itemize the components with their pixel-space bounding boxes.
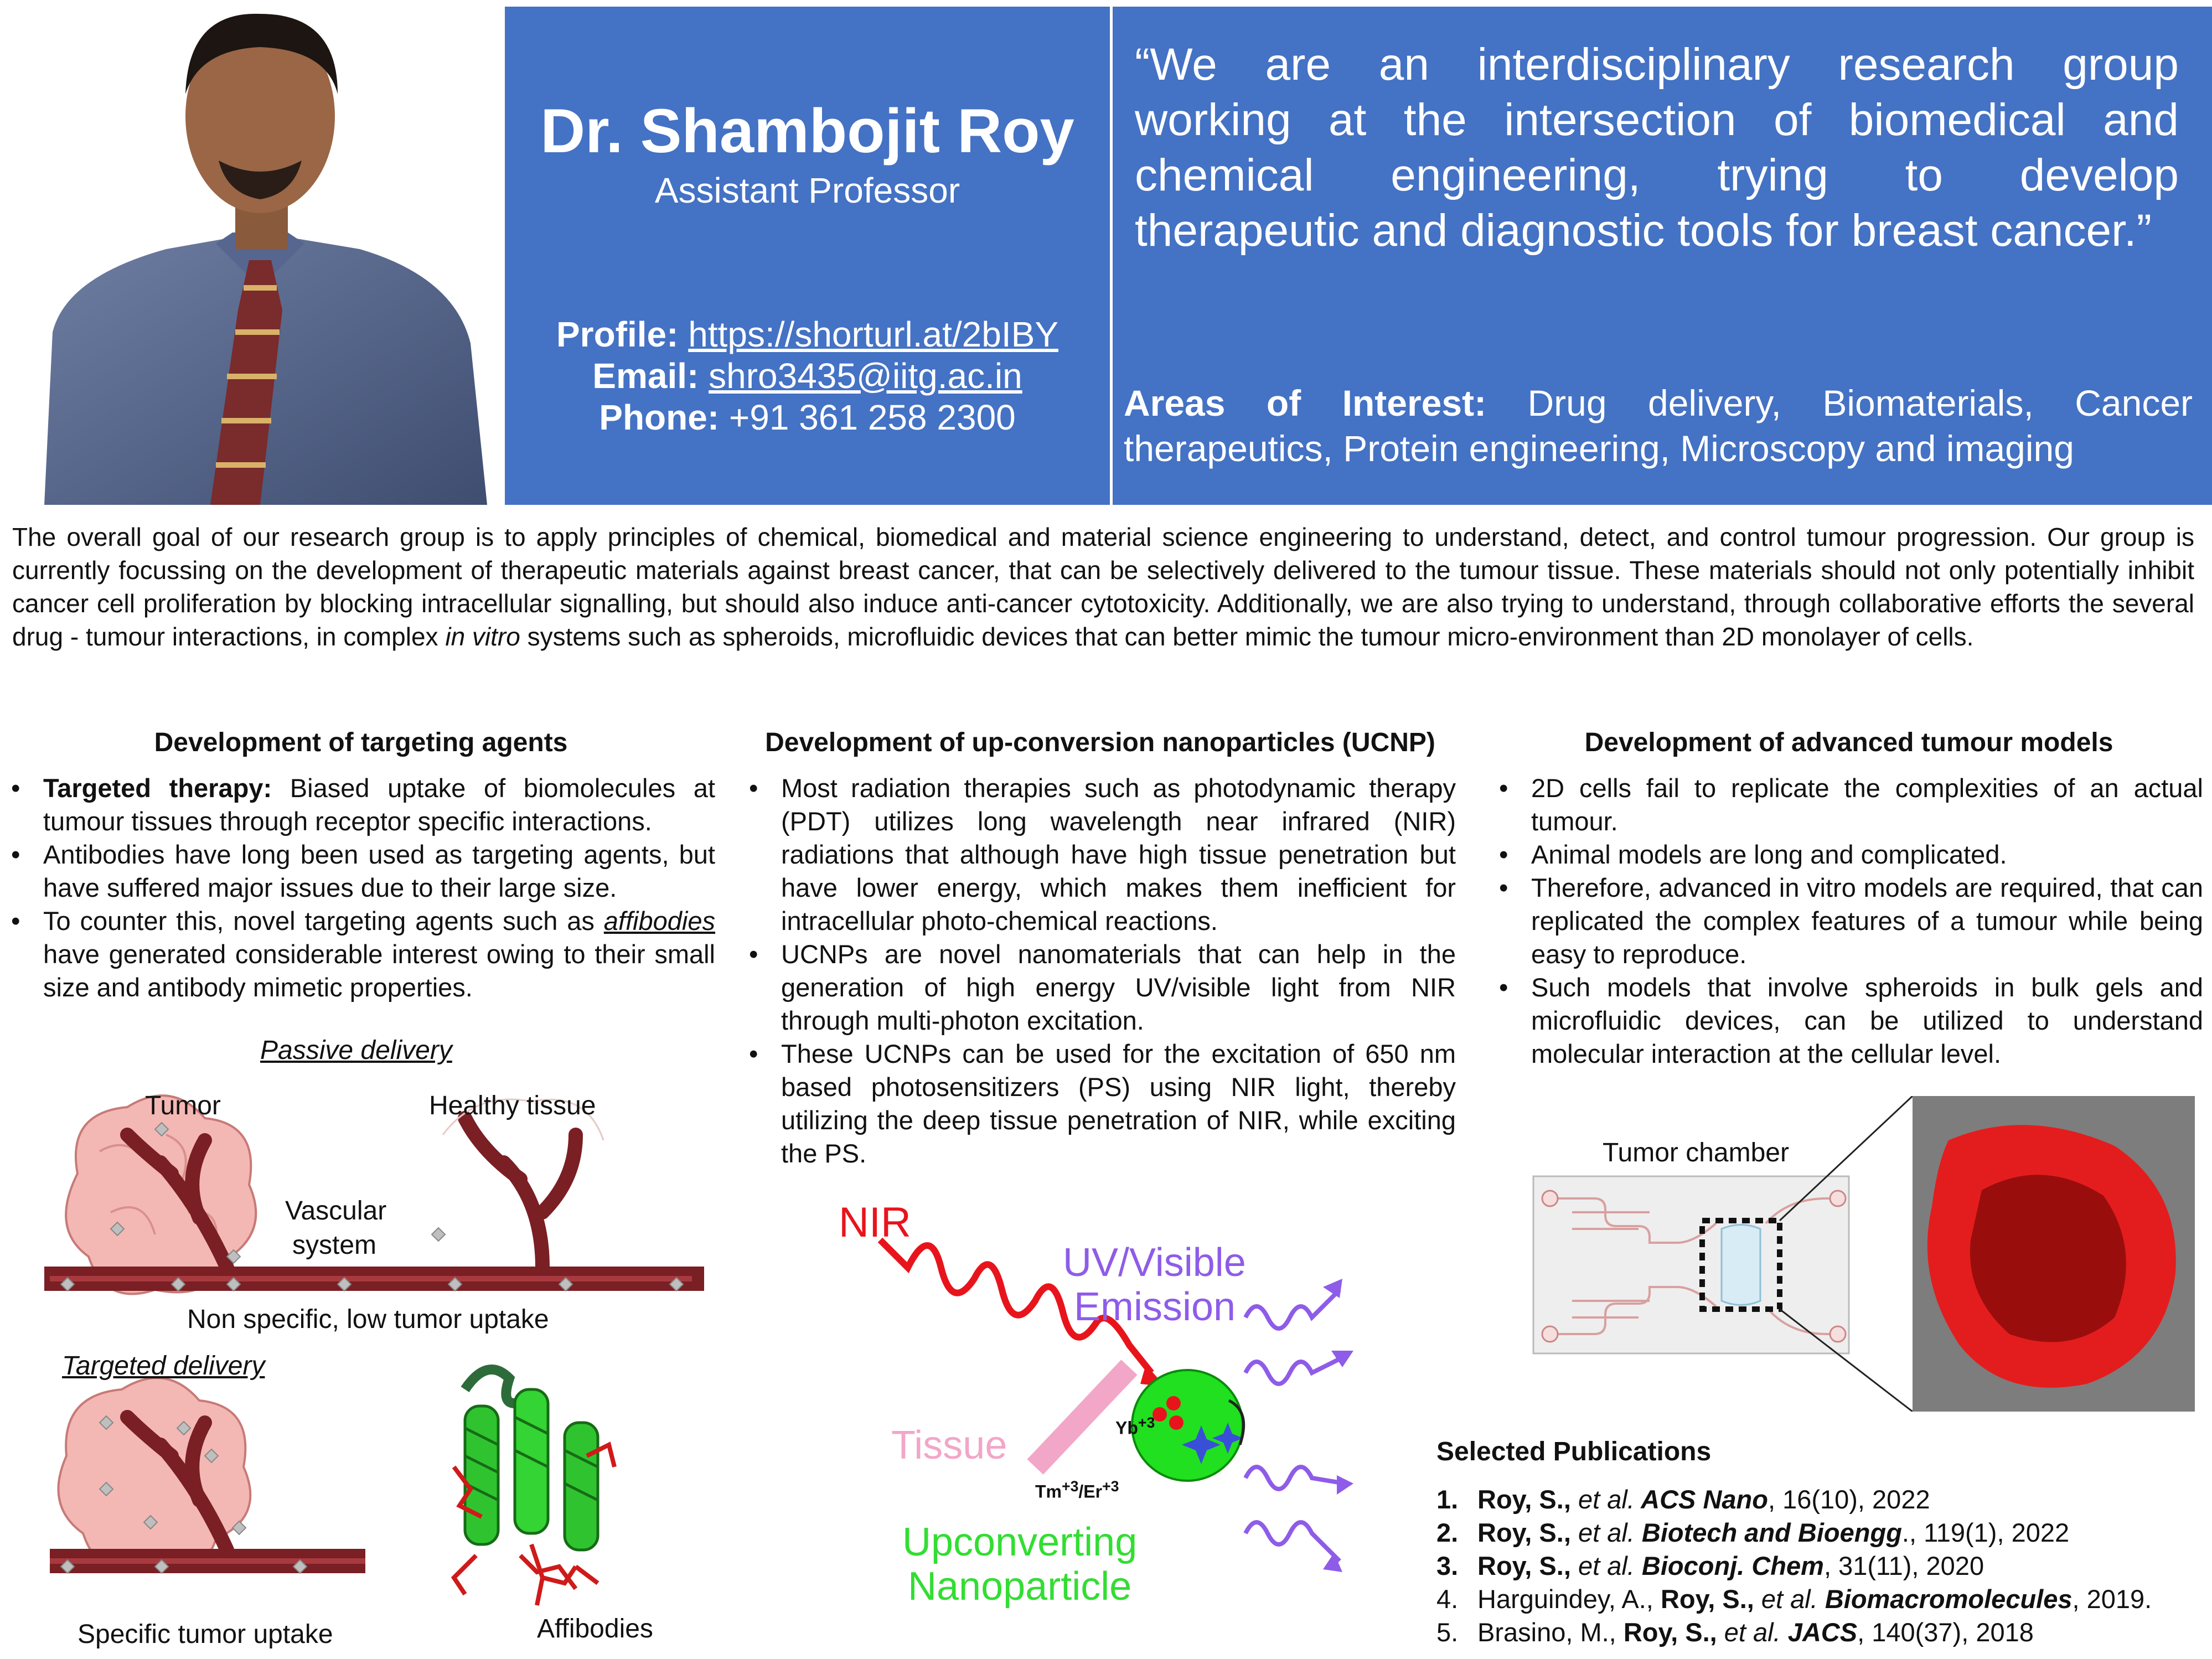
section-heading: Development of targeting agents [154, 728, 568, 757]
mission-quote [1135, 37, 2179, 259]
publications-heading: Selected Publications [1436, 1437, 1712, 1466]
pub-etal: et al. [1570, 1485, 1635, 1514]
pub-author-bold: Roy, S., [1477, 1551, 1571, 1580]
phone-line [505, 397, 1110, 438]
interests-label: Areas of Interest: [1124, 383, 1487, 423]
ucnp-section [745, 726, 1456, 1170]
publication-item [1436, 1616, 2211, 1649]
pub-journal: Bioconj. Chem [1634, 1551, 1824, 1580]
emission-arrowheads [1323, 1279, 1353, 1572]
affibodies-term: affibodies [603, 906, 715, 936]
pub-etal: et al. [1717, 1617, 1781, 1647]
bullet-list [7, 772, 715, 1004]
list-item: • UCNPs are novel nanomaterials that can help in the generation of high energy UV/visible light from NIR through multi-photon excitation. [745, 938, 1456, 1037]
vascular-label: Vascular [285, 1196, 387, 1226]
list-item: • 2D cells fail to replicate the complexities of an actual tumour. [1495, 772, 2203, 838]
quote-line: therapeutic and diagnostic tools for breast cancer.” [1135, 205, 2152, 256]
pub-authors: Brasino, M., [1477, 1617, 1624, 1647]
item-text: To counter this, novel targeting agents such as [43, 906, 604, 936]
specific-caption: Specific tumor uptake [77, 1620, 333, 1649]
charge-sup: +3 [1102, 1478, 1119, 1495]
tumor-label: Tumor [145, 1091, 221, 1120]
pub-number: 1. [1436, 1485, 1459, 1514]
interests-text: Drug delivery, Biomaterials, Cancer therapeutics, Protein engineering, Microscopy and imaging [1124, 383, 2193, 469]
list-item: • These UCNPs can be used for the excitation of 650 nm based photosensitizers (PS) using NIR light, thereby utilizing the deep tissue penetration of NIR, while exciting the PS. [745, 1037, 1456, 1170]
list-item [7, 772, 715, 838]
email-line [505, 355, 1110, 396]
research-overview [12, 520, 2194, 653]
pub-number: 5. [1436, 1617, 1459, 1647]
tumor-chamber-label: Tumor chamber [1603, 1138, 1789, 1167]
publication-item [1436, 1583, 2211, 1616]
nonspecific-caption: Non specific, low tumor uptake [187, 1305, 549, 1334]
pub-number: 3. [1436, 1551, 1459, 1580]
pub-journal: Biomacromolecules [1817, 1584, 2073, 1614]
list-item: • Such models that involve spheroids in bulk gels and microfluidic devices, can be utilized to understand molecular interaction at the cellular level. [1495, 971, 2203, 1071]
chamber-well [1722, 1225, 1760, 1305]
nanoparticle-label: Nanoparticle [908, 1564, 1132, 1609]
quote-line: chemical engineering, trying to develop [1135, 150, 2179, 200]
item-text: Biased uptake of biomolecules at tumour tissues through receptor specific interactions. [43, 773, 715, 836]
tissue-label: Tissue [891, 1423, 1007, 1467]
email-label: Email: [592, 356, 699, 396]
ion-text: /Er [1078, 1481, 1103, 1502]
ion-text: Yb [1115, 1418, 1138, 1438]
pub-number: 2. [1436, 1518, 1459, 1547]
quote-line: “We are an interdisciplinary research group [1135, 39, 2179, 90]
charge-sup: +3 [1062, 1478, 1079, 1495]
pub-authors: Harguindey, A., [1477, 1584, 1661, 1614]
person-title: Assistant Professor [654, 170, 960, 210]
profile-label: Profile: [556, 314, 679, 354]
pub-etal: et al. [1570, 1518, 1635, 1547]
pub-etal: et al. [1570, 1551, 1635, 1580]
pub-details: , 31(11), 2020 [1823, 1551, 1984, 1580]
nir-label: NIR [839, 1199, 911, 1246]
overview-text: The overall goal of our research group is to apply principles of chemical, biomedical and material science engineering to understand, detect, and control tumour progression. Our group is currently focussing on the development of therapeutic materials against breast cancer, that can be selectively delivered to the tumour tissue. These materials should not only potentially inhibit cancer cell proliferation by blocking intracellular signalling, but should also induce anti-cancer cytotoxicity. Additionally, we are also trying to understand, through collaborative efforts the several drug - tumour interactions, in complex [12, 523, 2194, 651]
label-text: Passive delivery [260, 1036, 452, 1065]
pub-journal: Biotech and Bioengg [1634, 1518, 1902, 1547]
passive-delivery-label [260, 1035, 452, 1066]
pub-details: , 140(37), 2018 [1857, 1617, 2034, 1647]
person-name: Dr. Shambojit Roy [540, 96, 1074, 166]
pub-details: ., 119(1), 2022 [1901, 1518, 2070, 1547]
targeting-agents-section [7, 726, 715, 1004]
ion-dot [1166, 1396, 1181, 1410]
ion-dot [1169, 1415, 1183, 1430]
pub-author-bold: Roy, S., [1660, 1584, 1754, 1614]
pub-etal: et al. [1754, 1584, 1818, 1614]
emission-label: Emission [1074, 1285, 1236, 1329]
list-item [7, 905, 715, 1004]
emission-waves [1245, 1290, 1345, 1561]
publication-item [1436, 1516, 2211, 1549]
targeted-delivery-label [62, 1351, 265, 1381]
healthy-tissue-label: Healthy tissue [429, 1091, 596, 1120]
profile-photo [0, 0, 503, 505]
pub-journal: JACS [1780, 1617, 1858, 1647]
system-label: system [292, 1231, 377, 1260]
profile-line [505, 314, 1110, 355]
affibody-structure [454, 1369, 614, 1605]
ion-text: Tm [1035, 1481, 1062, 1502]
profile-link[interactable]: https://shorturl.at/2bIBY [688, 314, 1059, 354]
yb-label [1115, 1414, 1155, 1439]
spheroid-core [1970, 1175, 2126, 1342]
email-link[interactable]: shro3435@iitg.ac.in [709, 356, 1022, 396]
label-text: Targeted delivery [62, 1351, 265, 1381]
overview-text: systems such as spheroids, microfluidic devices that can better mimic the tumour micro-environment than 2D monolayer of cells. [520, 622, 1974, 651]
phone-number: +91 361 258 2300 [728, 397, 1016, 437]
bullet-list [1495, 772, 2203, 1071]
overview-italic: in vitro [445, 622, 520, 651]
bullet-list [745, 772, 1456, 1170]
affibodies-caption: Affibodies [537, 1614, 653, 1644]
item-text: have generated considerable interest owing to their small size and antibody mimetic properties. [43, 939, 715, 1002]
list-item: • Animal models are long and complicated. [1495, 838, 2203, 871]
pub-details: , 2019. [2072, 1584, 2152, 1614]
publication-item [1436, 1549, 2211, 1583]
bold-term: Targeted therapy: [43, 773, 272, 803]
pub-details: , 16(10), 2022 [1767, 1485, 1930, 1514]
section-heading: Development of up-conversion nanoparticles (UCNP) [765, 728, 1435, 757]
charge-sup: +3 [1138, 1414, 1155, 1431]
phone-label: Phone: [599, 397, 720, 437]
publication-list [1436, 1483, 2211, 1649]
person-portrait-image [0, 0, 503, 505]
uv-visible-label: UV/Visible [1063, 1241, 1246, 1285]
list-item: • Most radiation therapies such as photodynamic therapy (PDT) utilizes long wavelength near infrared (NIR) radiations that although have high tissue penetration but have lower energy, which makes them inefficient for intracellular photo-chemical reactions. [745, 772, 1456, 938]
pub-journal: ACS Nano [1634, 1485, 1768, 1514]
list-item: • Antibodies have long been used as targeting agents, but have suffered major issues due to their large size. [7, 838, 715, 905]
selected-publications [1436, 1435, 2211, 1649]
tumour-models-section [1495, 726, 2203, 1071]
pub-author-bold: Roy, S., [1623, 1617, 1717, 1647]
tm-er-label [1035, 1478, 1119, 1502]
areas-of-interest [1124, 380, 2193, 471]
name-panel [505, 7, 1110, 505]
pub-author-bold: Roy, S., [1477, 1518, 1571, 1547]
pub-author-bold: Roy, S., [1477, 1485, 1571, 1514]
publication-item [1436, 1483, 2211, 1516]
pub-number: 4. [1436, 1584, 1459, 1614]
upconverting-label: Upconverting [902, 1520, 1138, 1564]
mission-panel [1113, 7, 2212, 505]
list-item: • Therefore, advanced in vitro models are required, that can replicated the complex features of a tumour while being easy to reproduce. [1495, 871, 2203, 971]
quote-line: working at the intersection of biomedical and [1135, 95, 2179, 145]
section-heading: Development of advanced tumour models [1584, 728, 2113, 757]
